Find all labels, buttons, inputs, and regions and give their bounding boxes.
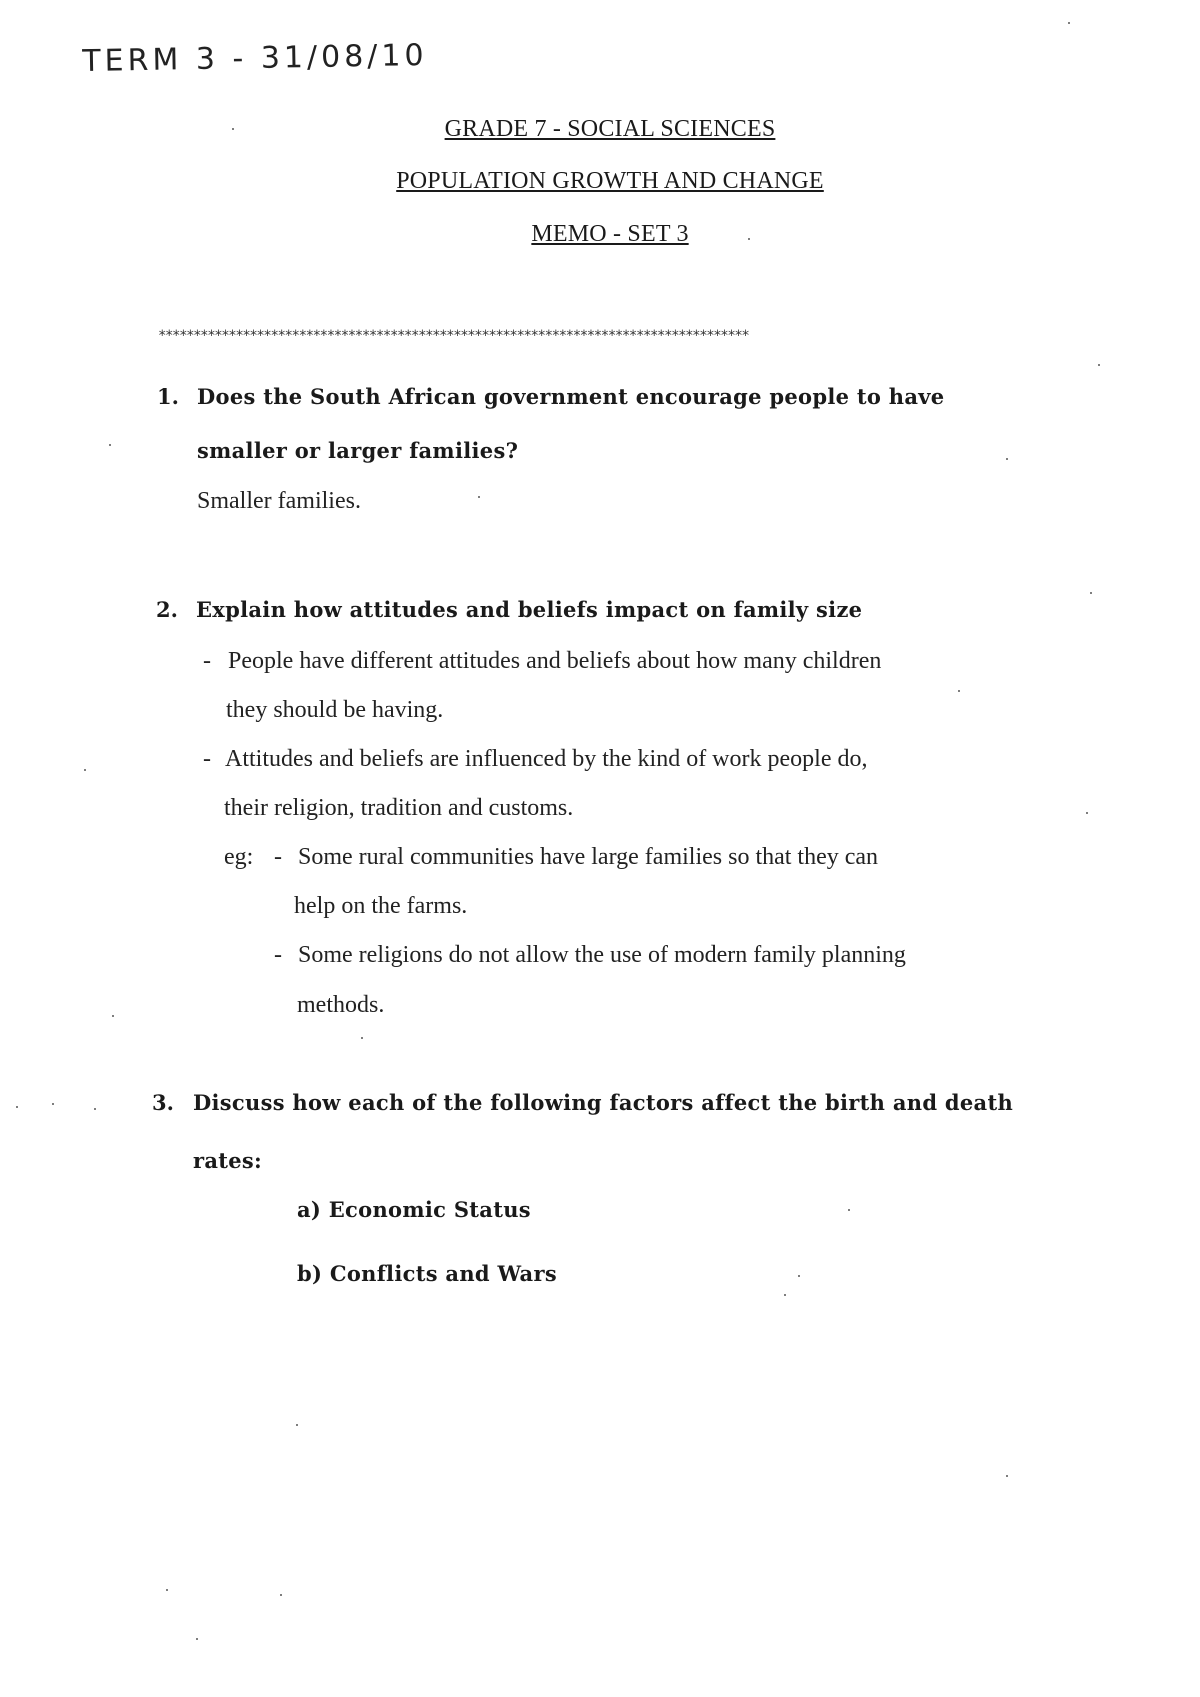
scan-speck bbox=[196, 1638, 198, 1640]
answer-text: Smaller families. bbox=[197, 488, 361, 514]
answer-text: Attitudes and beliefs are influenced by the kind of work people do, bbox=[225, 746, 868, 772]
scan-speck bbox=[1068, 22, 1070, 24]
handwritten-term-date: TERM 3 - 31/08/10 bbox=[82, 37, 428, 79]
scan-speck bbox=[1006, 1475, 1008, 1477]
scan-speck bbox=[1090, 592, 1092, 594]
bullet-dash: - bbox=[203, 648, 211, 674]
scan-speck bbox=[784, 1294, 786, 1296]
bullet-dash: - bbox=[274, 844, 282, 870]
scan-speck bbox=[109, 444, 111, 446]
scan-speck bbox=[84, 769, 86, 771]
example-text: help on the farms. bbox=[294, 893, 468, 919]
scan-speck bbox=[166, 1589, 168, 1591]
scan-speck bbox=[1098, 364, 1100, 366]
answer-text: their religion, tradition and customs. bbox=[224, 795, 574, 821]
scan-speck bbox=[798, 1275, 800, 1277]
question-text: Discuss how each of the following factors affect the birth and death bbox=[193, 1090, 1014, 1115]
scan-speck bbox=[1006, 458, 1008, 460]
scan-speck bbox=[361, 1037, 363, 1039]
question-text: rates: bbox=[193, 1148, 263, 1173]
scan-speck bbox=[1086, 812, 1088, 814]
example-text: methods. bbox=[297, 992, 385, 1018]
example-text: Some religions do not allow the use of modern family planning bbox=[298, 942, 906, 968]
sub-question: a) Economic Status bbox=[297, 1197, 531, 1222]
question-number: 3. bbox=[152, 1090, 174, 1115]
example-label: eg: bbox=[224, 844, 254, 870]
scan-speck bbox=[280, 1594, 282, 1596]
sub-question: b) Conflicts and Wars bbox=[297, 1261, 557, 1286]
scan-speck bbox=[958, 690, 960, 692]
scan-speck bbox=[94, 1108, 96, 1110]
document-subtitle: POPULATION GROWTH AND CHANGE bbox=[396, 168, 824, 194]
scan-speck bbox=[16, 1106, 18, 1108]
scan-speck bbox=[296, 1424, 298, 1426]
answer-text: they should be having. bbox=[226, 697, 444, 723]
bullet-dash: - bbox=[274, 942, 282, 968]
question-text: Does the South African government encourage people to have bbox=[197, 384, 945, 409]
scan-speck bbox=[52, 1103, 54, 1105]
question-number: 1. bbox=[157, 384, 179, 409]
question-number: 2. bbox=[156, 597, 178, 622]
bullet-dash: - bbox=[203, 746, 211, 772]
document-title: GRADE 7 - SOCIAL SCIENCES bbox=[444, 116, 776, 142]
scan-speck bbox=[232, 128, 234, 130]
question-text: smaller or larger families? bbox=[197, 438, 519, 463]
question-text: Explain how attitudes and beliefs impact on family size bbox=[196, 597, 863, 622]
scan-speck bbox=[112, 1015, 114, 1017]
asterisk-separator: ************************************************************************************ bbox=[158, 328, 749, 344]
example-text: Some rural communities have large families so that they can bbox=[298, 844, 879, 870]
memo-set-label: MEMO - SET 3 bbox=[531, 221, 689, 247]
answer-text: People have different attitudes and beliefs about how many children bbox=[228, 648, 882, 674]
scan-speck bbox=[748, 238, 750, 240]
scan-speck bbox=[848, 1209, 850, 1211]
scan-speck bbox=[478, 496, 480, 498]
